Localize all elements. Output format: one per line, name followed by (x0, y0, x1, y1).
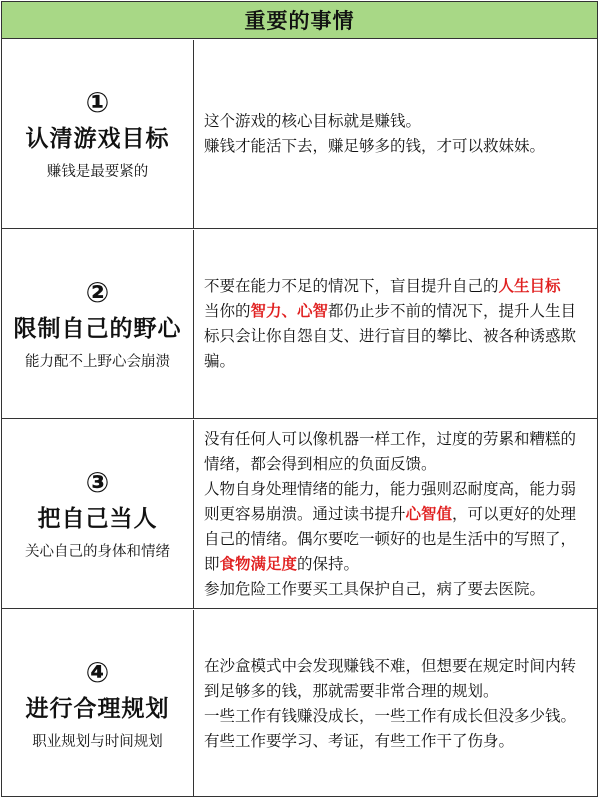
row-number: ① (85, 86, 110, 119)
row-subtitle: 关心自己的身体和情绪 (25, 544, 170, 560)
text-run: 不要在能力不足的情况下，盲目提升自己的 (204, 277, 499, 295)
header-title: 重要的事情 (244, 9, 355, 33)
table-row (2, 610, 597, 797)
row-title: 把自己当人 (37, 506, 158, 532)
row-paragraph: 这个游戏的核心目标就是赚钱。 (204, 112, 422, 130)
row-title: 进行合理规划 (25, 695, 170, 722)
row-subtitle: 能力配不上野心会崩溃 (25, 354, 170, 370)
table-header (2, 2, 597, 39)
row-paragraph: 一些工作有钱赚没成长，一些工作有成长但没多少钱。有些工作要学习、考证，有些工作干了伤身。 (204, 706, 577, 750)
row-content-cell (204, 230, 587, 418)
row-content-cell (204, 610, 587, 797)
text-run: 当你的 (204, 302, 251, 320)
highlight-text: 食物满足度 (219, 554, 298, 573)
table-row (2, 40, 597, 229)
row-subtitle: 职业规划与时间规划 (32, 733, 163, 750)
row-number: ④ (85, 655, 110, 689)
row-paragraph (204, 274, 587, 299)
row-label-cell (2, 420, 194, 608)
text-run: ，可以更好的处理自己的情绪。偶尔要吃一顿好的也是生活中的写照了，即 (204, 504, 577, 573)
row-title: 认清游戏目标 (25, 126, 170, 152)
row-paragraph (204, 299, 587, 374)
row-content-cell (204, 40, 587, 228)
row-label-cell (2, 230, 194, 418)
highlight-text: 智力、心智 (250, 302, 329, 320)
highlight-text: 心智值 (405, 504, 453, 523)
table-row (2, 230, 597, 419)
row-label-cell (2, 610, 194, 797)
row-paragraph: 赚钱才能活下去，赚足够多的钱，才可以救妹妹。 (204, 137, 546, 155)
row-paragraph: 在沙盒模式中会发现赚钱不难，但想要在规定时间内转到足够多的钱，那就需要非常合理的规划。 (204, 656, 577, 700)
text-run: 的保持。 (297, 554, 360, 573)
text-run: 人物自身处理情绪的能力，能力强则忍耐度高，能力弱则更容易崩溃。通过读书提升 (204, 479, 577, 523)
row-subtitle: 赚钱是最要紧的 (46, 164, 149, 180)
highlight-text: 人生目标 (498, 277, 561, 295)
row-paragraph: 没有任何人可以像机器一样工作，过度的劳累和糟糕的情绪，都会得到相应的负面反馈。 (204, 429, 577, 473)
row-content-cell (204, 420, 587, 608)
row-paragraph (204, 477, 587, 577)
row-title: 限制自己的野心 (13, 316, 182, 342)
row-paragraph: 参加危险工作要买工具保护自己，病了要去医院。 (204, 579, 546, 598)
row-number: ② (85, 276, 110, 309)
table-row (2, 420, 597, 609)
row-label-cell (2, 40, 194, 228)
info-table (1, 1, 598, 797)
text-run: 都仍止步不前的情况下，提升人生目标只会让你自怨自艾、进行盲目的攀比、被各种诱惑欺骗。 (204, 302, 577, 370)
row-number: ③ (85, 466, 110, 499)
